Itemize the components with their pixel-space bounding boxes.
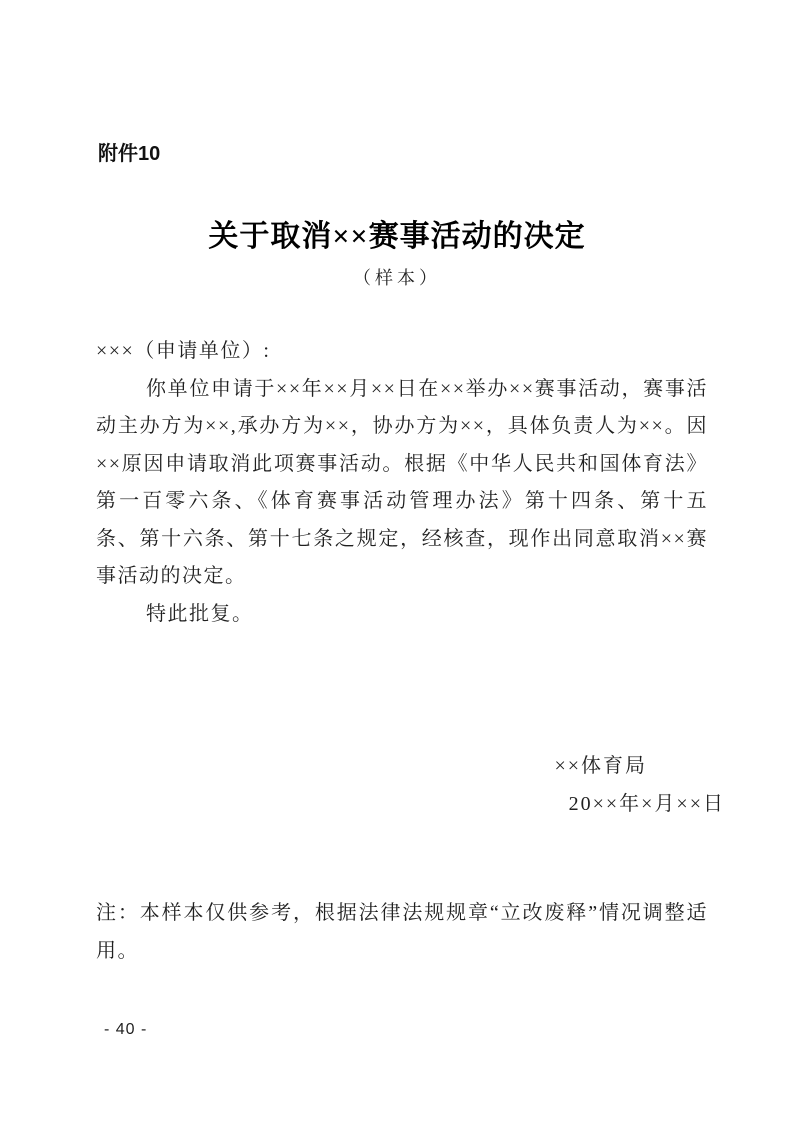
document-subtitle: （样本） <box>353 268 441 288</box>
closing-line: 特此批复。 <box>146 602 254 625</box>
signature-date: 20××年×月××日 <box>568 793 725 815</box>
attachment-label: 附件10 <box>98 143 161 165</box>
body-paragraph: 你单位申请于××年××月××日在××举办××赛事活动，赛事活动主办方为××,承办方为××，协办方为××，具体负责人为××。因××原因申请取消此项赛事活动。根据《中华人民共和国体育法》第一百零六条、《体育赛事活动管理办法》第十四条、第十五条、第十六条、第十七条之规定，经核查，现作出同意取消××赛事活动的决定。 <box>96 377 708 587</box>
document-title: 关于取消××赛事活动的决定 <box>208 220 586 253</box>
document-body <box>96 333 708 633</box>
page-number: - 40 - <box>104 1021 148 1038</box>
salutation-line: ×××（申请单位）: <box>96 340 271 362</box>
footnote: 注：本样本仅供参考，根据法律法规规章“立改废释”情况调整适用。 <box>96 902 708 962</box>
signature-organization: ××体育局 <box>554 755 647 777</box>
